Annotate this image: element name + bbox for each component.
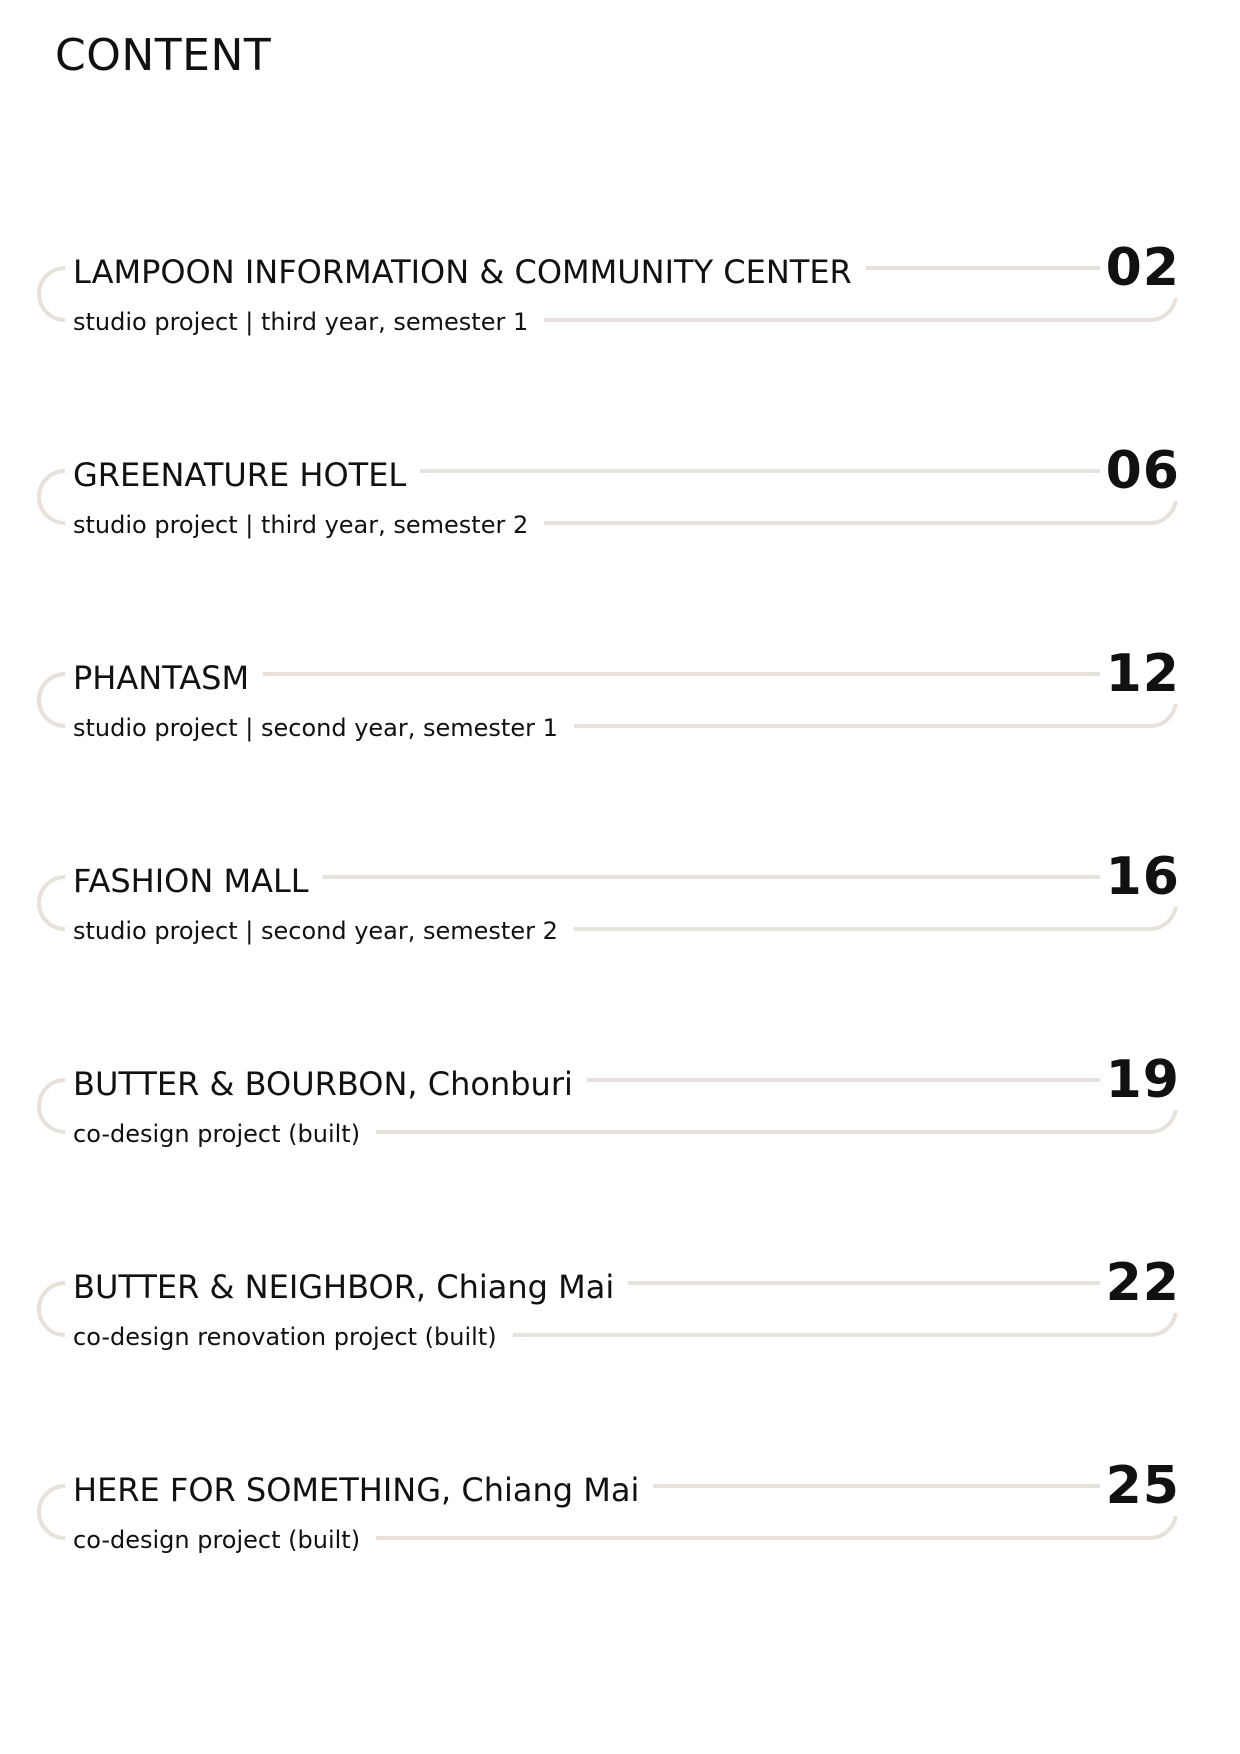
toc-entry-title: LAMPOON INFORMATION & COMMUNITY CENTER <box>73 252 866 292</box>
toc-entry-4[interactable] <box>0 849 1240 969</box>
toc-entry-subtitle: studio project | second year, semester 2 <box>73 916 574 946</box>
toc-entry-title: BUTTER & BOURBON, Chonburi <box>73 1064 587 1104</box>
toc-entry-6[interactable] <box>0 1255 1240 1375</box>
toc-entry-subtitle: co-design renovation project (built) <box>73 1322 513 1352</box>
toc-entry-subtitle: studio project | third year, semester 1 <box>73 307 544 337</box>
toc-entry-subtitle: co-design project (built) <box>73 1119 376 1149</box>
page-title: CONTENT <box>55 30 272 81</box>
toc-entry-5[interactable] <box>0 1052 1240 1172</box>
toc-entry-title: HERE FOR SOMETHING, Chiang Mai <box>73 1470 653 1510</box>
toc-entry-title: PHANTASM <box>73 658 263 698</box>
toc-entry-subtitle: studio project | third year, semester 2 <box>73 510 544 540</box>
toc-entry-page-number: 06 <box>1100 441 1180 501</box>
toc-entry-2[interactable] <box>0 443 1240 563</box>
toc-entry-page-number: 19 <box>1100 1050 1180 1110</box>
toc-entry-page-number: 12 <box>1100 644 1180 704</box>
toc-entry-title: FASHION MALL <box>73 861 323 901</box>
toc-entry-page-number: 16 <box>1100 847 1180 907</box>
toc-entry-subtitle: co-design project (built) <box>73 1525 376 1555</box>
toc-entry-page-number: 22 <box>1100 1253 1180 1313</box>
toc-entry-3[interactable] <box>0 646 1240 766</box>
toc-entry-page-number: 02 <box>1100 238 1180 298</box>
toc-entry-1[interactable] <box>0 240 1240 360</box>
toc-entry-title: GREENATURE HOTEL <box>73 455 420 495</box>
toc-entry-title: BUTTER & NEIGHBOR, Chiang Mai <box>73 1267 628 1307</box>
toc-entry-7[interactable] <box>0 1458 1240 1578</box>
toc-entry-subtitle: studio project | second year, semester 1 <box>73 713 574 743</box>
toc-entry-page-number: 25 <box>1100 1456 1180 1516</box>
